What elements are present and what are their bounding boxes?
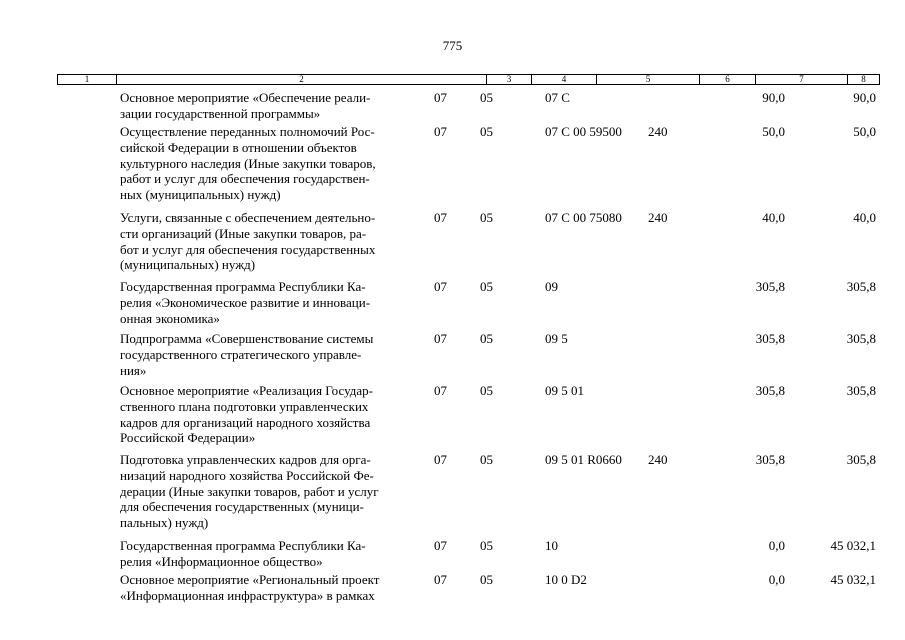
row-target-article: 07 С 00 75080 xyxy=(545,210,622,225)
row-section: 07 xyxy=(434,572,447,587)
row-name: Государственная программа Республики Ка- релия «Экономическое развитие и инноваци- онная экономика» xyxy=(120,279,371,326)
row-subsection: 05 xyxy=(480,210,493,225)
row-amount-2: 305,8 xyxy=(846,383,876,398)
row-subsection: 05 xyxy=(480,452,493,467)
row-name: Подпрограмма «Совершенствование системы государственного стратегического управле- ния» xyxy=(120,331,374,378)
row-amount-2: 305,8 xyxy=(846,279,876,294)
row-name: Подготовка управленческих кадров для орга- низаций народного хозяйства Российской Фе- дерации (Иные закупки товаров, работ и услуг для обеспечения государственных (муници- пальных) нужд) xyxy=(120,452,379,531)
row-target-article: 09 xyxy=(545,279,558,294)
row-section: 07 xyxy=(434,538,447,553)
row-name: Осуществление переданных полномочий Рос- сийской Федерации в отношении объектов культурного наследия (Иные закупки товаров, работ и услуг для обеспечения государствен- ных (муниципальных) нужд) xyxy=(120,124,376,203)
row-amount-2: 40,0 xyxy=(853,210,876,225)
row-name: Государственная программа Республики Ка- релия «Информационное общество» xyxy=(120,538,366,569)
row-amount-1: 90,0 xyxy=(762,90,785,105)
row-target-article: 07 С xyxy=(545,90,570,105)
row-amount-2: 305,8 xyxy=(846,452,876,467)
row-target-article: 07 С 00 59500 xyxy=(545,124,622,139)
row-name: Основное мероприятие «Реализация Государ- ственного плана подготовки управленческих кадров для организаций народного хозяйства Российской Федерации» xyxy=(120,383,373,446)
header-col-3: 3 xyxy=(486,75,531,84)
header-col-1: 1 xyxy=(84,74,90,84)
row-amount-1: 305,8 xyxy=(755,452,785,467)
row-amount-1: 305,8 xyxy=(755,331,785,346)
header-col-4: 4 xyxy=(531,75,596,84)
row-amount-2: 50,0 xyxy=(853,124,876,139)
row-section: 07 xyxy=(434,90,447,105)
row-amount-1: 40,0 xyxy=(762,210,785,225)
row-section: 07 xyxy=(434,331,447,346)
header-col-8: 8 xyxy=(847,75,879,84)
row-target-article: 09 5 xyxy=(545,331,568,346)
row-target-article: 09 5 01 xyxy=(545,383,584,398)
row-amount-2: 45 032,1 xyxy=(830,572,876,587)
row-name: Услуги, связанные с обеспечением деятельно- сти организаций (Иные закупки товаров, ра- бот и услуг для обеспечения государственных (муниципальных) нужд) xyxy=(120,210,376,273)
row-section: 07 xyxy=(434,383,447,398)
row-subsection: 05 xyxy=(480,538,493,553)
row-amount-1: 0,0 xyxy=(768,538,785,553)
header-col-6: 6 xyxy=(699,75,755,84)
header-col-7: 7 xyxy=(755,75,847,84)
row-subsection: 05 xyxy=(480,331,493,346)
row-amount-2: 90,0 xyxy=(853,90,876,105)
row-subsection: 05 xyxy=(480,279,493,294)
row-expense-type: 240 xyxy=(648,452,668,467)
row-target-article: 10 xyxy=(545,538,558,553)
row-name: Основное мероприятие «Обеспечение реали- зации государственной программы» xyxy=(120,90,371,121)
row-subsection: 05 xyxy=(480,90,493,105)
row-subsection: 05 xyxy=(480,572,493,587)
row-name: Основное мероприятие «Региональный проект «Информационная инфраструктура» в рамках xyxy=(120,572,380,603)
row-amount-1: 305,8 xyxy=(755,279,785,294)
row-expense-type: 240 xyxy=(648,210,668,225)
row-section: 07 xyxy=(434,210,447,225)
table-header xyxy=(57,74,880,85)
row-amount-2: 45 032,1 xyxy=(830,538,876,553)
row-section: 07 xyxy=(434,124,447,139)
row-amount-1: 50,0 xyxy=(762,124,785,139)
page-number: 775 xyxy=(442,38,463,53)
row-target-article: 10 0 D2 xyxy=(545,572,587,587)
row-subsection: 05 xyxy=(480,124,493,139)
row-target-article: 09 5 01 R0660 xyxy=(545,452,622,467)
header-col-5: 5 xyxy=(596,75,699,84)
row-amount-2: 305,8 xyxy=(846,331,876,346)
row-amount-1: 0,0 xyxy=(768,572,785,587)
row-section: 07 xyxy=(434,452,447,467)
row-expense-type: 240 xyxy=(648,124,668,139)
row-section: 07 xyxy=(434,279,447,294)
header-col-2: 2 xyxy=(116,75,486,84)
row-subsection: 05 xyxy=(480,383,493,398)
row-amount-1: 305,8 xyxy=(755,383,785,398)
